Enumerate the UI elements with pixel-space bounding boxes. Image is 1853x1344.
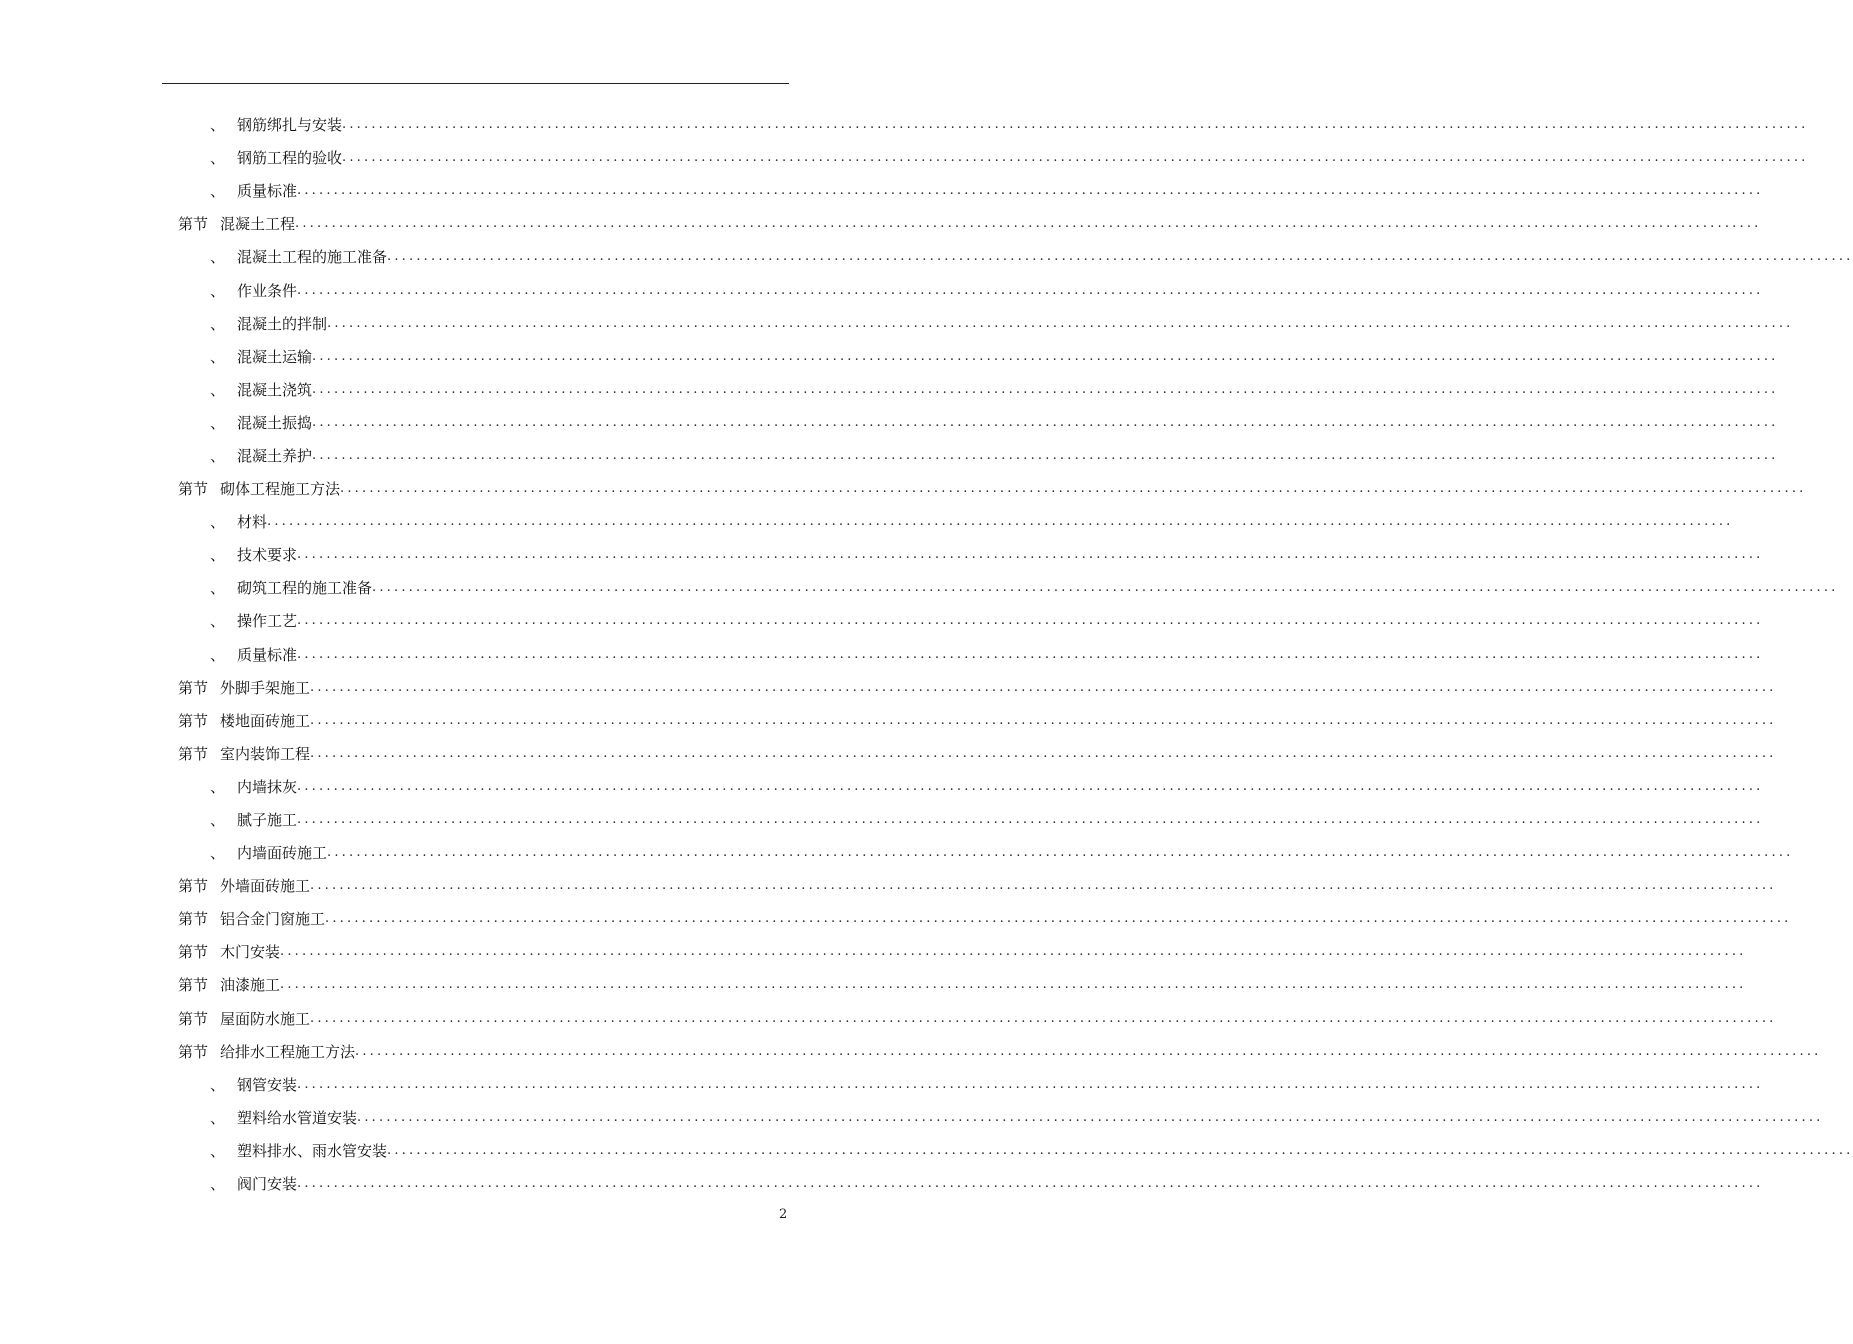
toc-subsection-entry[interactable] bbox=[0, 538, 1764, 571]
toc-entry-title: 塑料给水管道安装 bbox=[237, 1108, 358, 1127]
toc-dot-leader: ........................................................................................................................................................................................................ bbox=[267, 514, 1734, 530]
toc-entry-number: 、 bbox=[210, 777, 226, 796]
toc-entry-number: 第节 bbox=[178, 943, 209, 962]
toc-entry-number: 第节 bbox=[178, 910, 209, 929]
toc-entry-number: 第节 bbox=[178, 678, 209, 697]
toc-dot-leader: ........................................................................................................................................................................................................ bbox=[355, 1043, 1822, 1059]
toc-entry-title: 屋面防水施工 bbox=[220, 1009, 311, 1028]
toc-subsection-entry[interactable] bbox=[0, 505, 1734, 538]
toc-entry-title: 塑料排水、雨水管安装 bbox=[237, 1141, 388, 1160]
toc-entry-number: 、 bbox=[210, 513, 226, 532]
toc-entry-title: 钢筋工程的验收 bbox=[237, 149, 343, 168]
toc-entry-number: 、 bbox=[210, 116, 226, 135]
toc-subsection-entry[interactable] bbox=[0, 1167, 1764, 1200]
toc-entry-title: 材料 bbox=[237, 513, 268, 532]
toc-subsection-entry[interactable] bbox=[0, 108, 1809, 141]
toc-dot-leader: ........................................................................................................................................................................................................ bbox=[372, 580, 1839, 596]
toc-entry-title: 阀门安装 bbox=[237, 1175, 298, 1194]
toc-subsection-entry[interactable] bbox=[0, 604, 1764, 637]
toc-dot-leader: ........................................................................................................................................................................................................ bbox=[297, 812, 1764, 828]
toc-subsection-entry[interactable] bbox=[0, 1134, 1853, 1167]
toc-dot-leader: ........................................................................................................................................................................................................ bbox=[310, 1010, 1777, 1026]
toc-section-entry[interactable] bbox=[0, 1035, 1822, 1068]
toc-subsection-entry[interactable] bbox=[0, 571, 1839, 604]
toc-entry-number: 、 bbox=[210, 149, 226, 168]
toc-entry-title: 混凝土运输 bbox=[237, 347, 313, 366]
toc-entry-number: 、 bbox=[210, 612, 226, 631]
toc-dot-leader: ........................................................................................................................................................................................................ bbox=[295, 216, 1762, 232]
toc-entry-number: 、 bbox=[210, 413, 226, 432]
page-number: 2 bbox=[779, 1207, 788, 1222]
toc-entry-title: 混凝土振捣 bbox=[237, 413, 313, 432]
toc-entry-title: 铝合金门窗施工 bbox=[220, 910, 326, 929]
toc-dot-leader: ........................................................................................................................................................................................................ bbox=[280, 944, 1747, 960]
toc-entry-number: 、 bbox=[210, 281, 226, 300]
toc-entry-number: 第节 bbox=[178, 976, 209, 995]
toc-dot-leader: ........................................................................................................................................................................................................ bbox=[297, 1176, 1764, 1192]
toc-entry-number: 第节 bbox=[178, 215, 209, 234]
toc-entry-number: 、 bbox=[210, 1075, 226, 1094]
toc-dot-leader: ........................................................................................................................................................................................................ bbox=[327, 315, 1794, 331]
toc-dot-leader: ........................................................................................................................................................................................................ bbox=[297, 183, 1764, 199]
toc-entry-title: 混凝土浇筑 bbox=[237, 380, 313, 399]
toc-entry-number: 第节 bbox=[178, 480, 209, 499]
toc-dot-leader: ........................................................................................................................................................................................................ bbox=[357, 1109, 1824, 1125]
toc-entry-number: 第节 bbox=[178, 744, 209, 763]
toc-entry-title: 砌筑工程的施工准备 bbox=[237, 579, 373, 598]
toc-dot-leader: ........................................................................................................................................................................................................ bbox=[327, 845, 1794, 861]
toc-dot-leader: ........................................................................................................................................................................................................ bbox=[297, 778, 1764, 794]
toc-section-entry[interactable] bbox=[0, 207, 1762, 240]
toc-dot-leader: ........................................................................................................................................................................................................ bbox=[312, 447, 1779, 463]
toc-dot-leader: ........................................................................................................................................................................................................ bbox=[340, 481, 1807, 497]
toc-entry-number: 、 bbox=[210, 1141, 226, 1160]
toc-dot-leader: ........................................................................................................................................................................................................ bbox=[310, 679, 1777, 695]
toc-dot-leader: ........................................................................................................................................................................................................ bbox=[312, 414, 1779, 430]
toc-entry-number: 、 bbox=[210, 1175, 226, 1194]
toc-subsection-entry[interactable] bbox=[0, 141, 1809, 174]
toc-entry-title: 木门安装 bbox=[220, 943, 281, 962]
toc-subsection-entry[interactable] bbox=[0, 1068, 1764, 1101]
toc-section-entry[interactable] bbox=[0, 869, 1777, 902]
toc-entry-title: 室内装饰工程 bbox=[220, 744, 311, 763]
header-rule bbox=[162, 83, 789, 84]
toc-dot-leader: ........................................................................................................................................................................................................ bbox=[280, 977, 1747, 993]
toc-entry-number: 第节 bbox=[178, 1009, 209, 1028]
table-of-contents bbox=[0, 108, 1853, 1200]
toc-subsection-entry[interactable] bbox=[0, 340, 1779, 373]
toc-entry-number: 、 bbox=[210, 811, 226, 830]
toc-section-entry[interactable] bbox=[0, 935, 1747, 968]
toc-dot-leader: ........................................................................................................................................................................................................ bbox=[342, 117, 1809, 133]
toc-dot-leader: ........................................................................................................................................................................................................ bbox=[297, 547, 1764, 563]
toc-entry-title: 内墙面砖施工 bbox=[237, 844, 328, 863]
toc-entry-title: 操作工艺 bbox=[237, 612, 298, 631]
toc-subsection-entry[interactable] bbox=[0, 803, 1764, 836]
toc-entry-title: 混凝土工程的施工准备 bbox=[237, 248, 388, 267]
toc-section-entry[interactable] bbox=[0, 472, 1807, 505]
toc-entry-title: 内墙抹灰 bbox=[237, 777, 298, 796]
toc-entry-title: 钢管安装 bbox=[237, 1075, 298, 1094]
toc-entry-number: 、 bbox=[210, 844, 226, 863]
toc-subsection-entry[interactable] bbox=[0, 307, 1794, 340]
toc-subsection-entry[interactable] bbox=[0, 836, 1794, 869]
toc-entry-number: 、 bbox=[210, 182, 226, 201]
toc-entry-number: 、 bbox=[210, 380, 226, 399]
toc-section-entry[interactable] bbox=[0, 704, 1777, 737]
toc-entry-title: 质量标准 bbox=[237, 645, 298, 664]
toc-entry-number: 、 bbox=[210, 546, 226, 565]
toc-entry-title: 楼地面砖施工 bbox=[220, 711, 311, 730]
toc-entry-title: 质量标准 bbox=[237, 182, 298, 201]
toc-dot-leader: ........................................................................................................................................................................................................ bbox=[342, 150, 1809, 166]
toc-section-entry[interactable] bbox=[0, 902, 1792, 935]
toc-subsection-entry[interactable] bbox=[0, 273, 1764, 306]
toc-entry-title: 给排水工程施工方法 bbox=[220, 1042, 356, 1061]
toc-entry-title: 技术要求 bbox=[237, 546, 298, 565]
toc-subsection-entry[interactable] bbox=[0, 1101, 1824, 1134]
toc-section-entry[interactable] bbox=[0, 968, 1747, 1001]
toc-entry-title: 腻子施工 bbox=[237, 811, 298, 830]
toc-entry-number: 、 bbox=[210, 645, 226, 664]
toc-entry-number: 、 bbox=[210, 347, 226, 366]
toc-dot-leader: ........................................................................................................................................................................................................ bbox=[297, 613, 1764, 629]
toc-entry-number: 第节 bbox=[178, 877, 209, 896]
toc-entry-title: 混凝土养护 bbox=[237, 446, 313, 465]
toc-subsection-entry[interactable] bbox=[0, 373, 1779, 406]
toc-entry-number: 第节 bbox=[178, 711, 209, 730]
toc-dot-leader: ........................................................................................................................................................................................................ bbox=[387, 249, 1853, 265]
toc-dot-leader: ........................................................................................................................................................................................................ bbox=[310, 712, 1777, 728]
toc-dot-leader: ........................................................................................................................................................................................................ bbox=[310, 878, 1777, 894]
toc-subsection-entry[interactable] bbox=[0, 406, 1779, 439]
toc-entry-title: 混凝土的拌制 bbox=[237, 314, 328, 333]
toc-section-entry[interactable] bbox=[0, 1002, 1777, 1035]
toc-entry-number: 第节 bbox=[178, 1042, 209, 1061]
toc-entry-number: 、 bbox=[210, 248, 226, 267]
toc-dot-leader: ........................................................................................................................................................................................................ bbox=[312, 381, 1779, 397]
toc-subsection-entry[interactable] bbox=[0, 638, 1764, 671]
toc-entry-title: 砌体工程施工方法 bbox=[220, 480, 341, 499]
toc-entry-title: 外墙面砖施工 bbox=[220, 877, 311, 896]
toc-dot-leader: ........................................................................................................................................................................................................ bbox=[387, 1142, 1853, 1158]
toc-entry-number: 、 bbox=[210, 446, 226, 465]
toc-entry-title: 作业条件 bbox=[237, 281, 298, 300]
toc-dot-leader: ........................................................................................................................................................................................................ bbox=[297, 282, 1764, 298]
toc-entry-number: 、 bbox=[210, 579, 226, 598]
toc-entry-title: 混凝土工程 bbox=[220, 215, 296, 234]
toc-dot-leader: ........................................................................................................................................................................................................ bbox=[297, 646, 1764, 662]
toc-entry-title: 油漆施工 bbox=[220, 976, 281, 995]
toc-entry-number: 、 bbox=[210, 1108, 226, 1127]
toc-entry-title: 钢筋绑扎与安装 bbox=[237, 116, 343, 135]
toc-dot-leader: ........................................................................................................................................................................................................ bbox=[310, 745, 1777, 761]
toc-section-entry[interactable] bbox=[0, 671, 1777, 704]
toc-subsection-entry[interactable] bbox=[0, 439, 1779, 472]
toc-subsection-entry[interactable] bbox=[0, 174, 1764, 207]
toc-entry-title: 外脚手架施工 bbox=[220, 678, 311, 697]
toc-section-entry[interactable] bbox=[0, 737, 1777, 770]
toc-dot-leader: ........................................................................................................................................................................................................ bbox=[325, 911, 1792, 927]
toc-subsection-entry[interactable] bbox=[0, 240, 1853, 273]
toc-entry-number: 、 bbox=[210, 314, 226, 333]
toc-subsection-entry[interactable] bbox=[0, 770, 1764, 803]
toc-dot-leader: ........................................................................................................................................................................................................ bbox=[297, 1076, 1764, 1092]
toc-dot-leader: ........................................................................................................................................................................................................ bbox=[312, 348, 1779, 364]
